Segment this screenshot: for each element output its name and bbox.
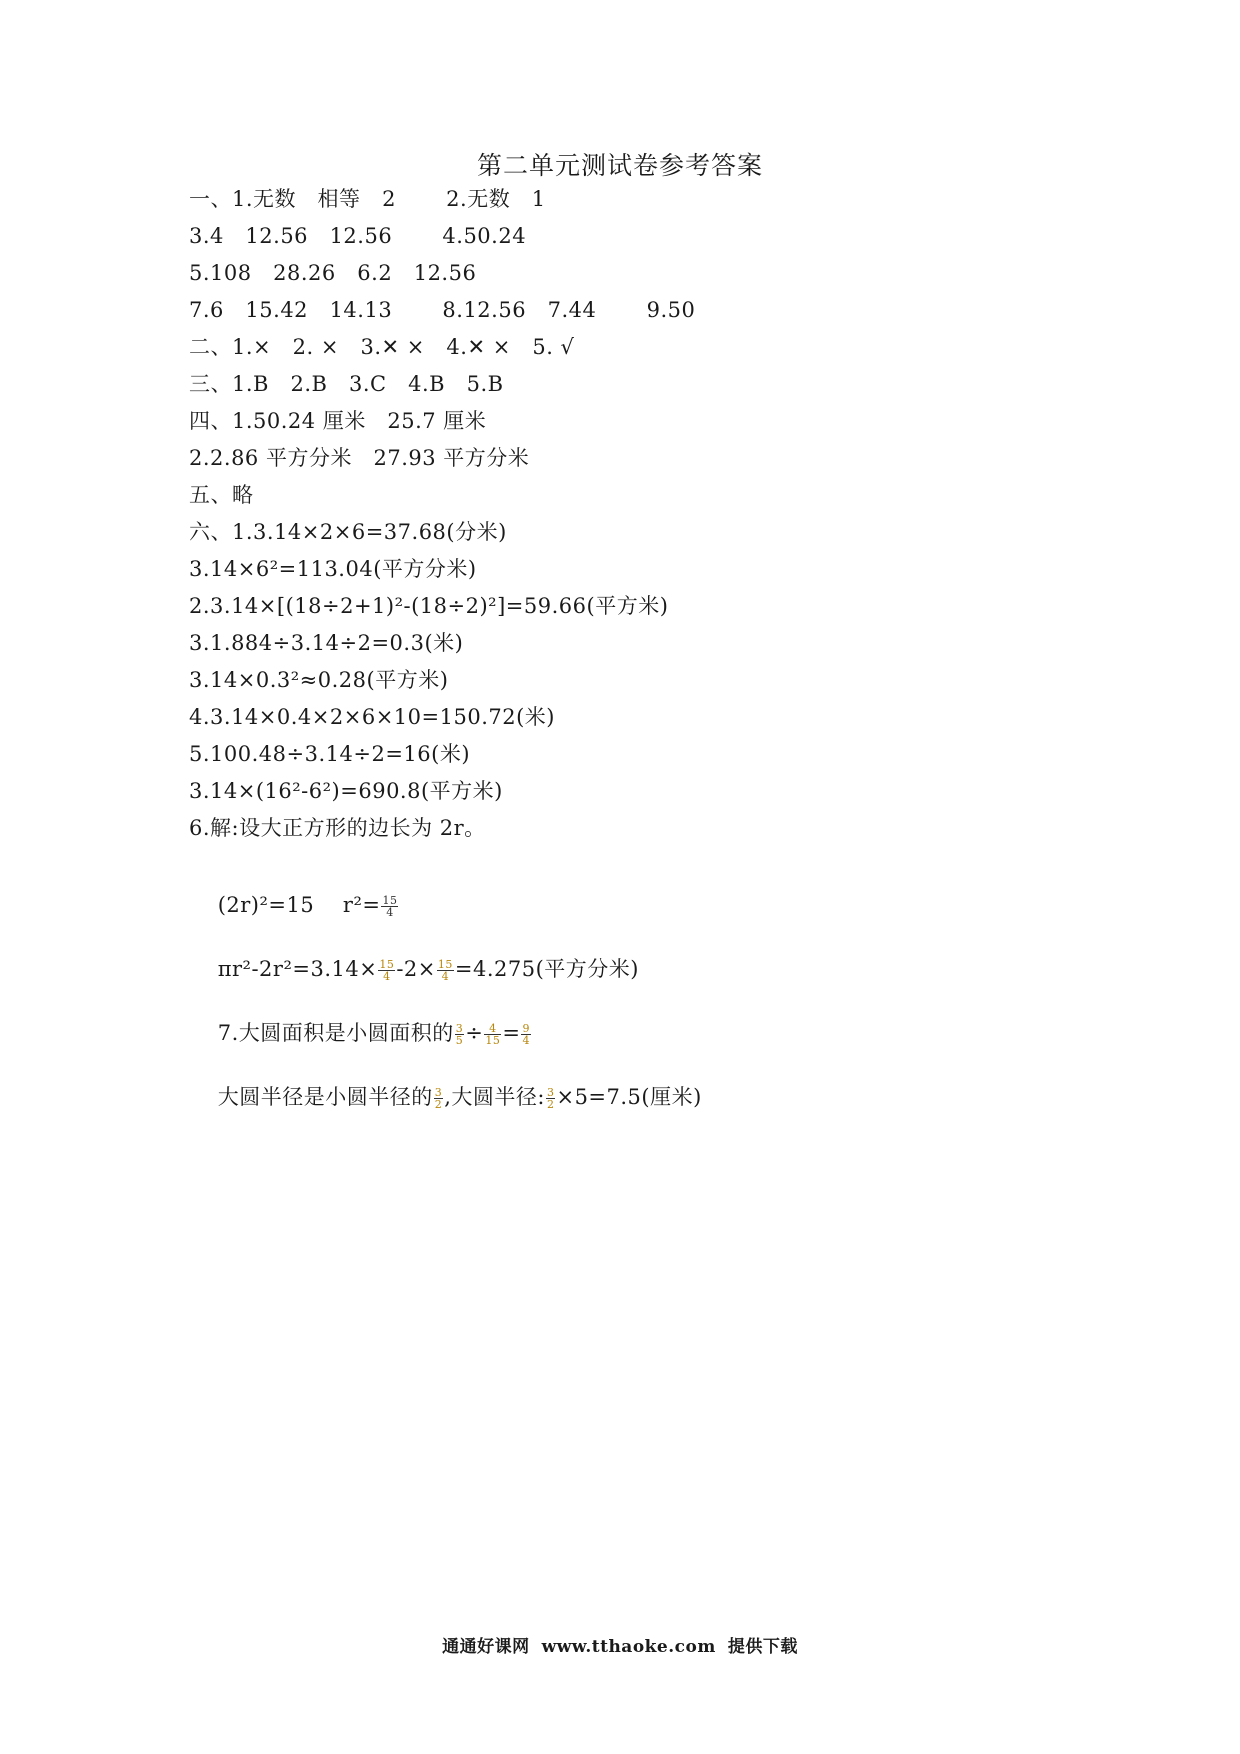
- fraction-numerator: 15: [437, 958, 453, 971]
- fraction-denominator: 2: [546, 1098, 555, 1111]
- footer-note: 提供下载: [727, 1637, 798, 1657]
- fraction: [521, 1023, 531, 1046]
- fraction: [546, 1087, 556, 1110]
- answer-line: 一、1.无数 相等 2 2.无数 1: [189, 187, 546, 211]
- page-title: 第二单元测试卷参考答案: [476, 151, 763, 180]
- fraction-numerator: 15: [379, 958, 395, 971]
- answer-line: 2.3.14×[(18÷2+1)²-(18÷2)²]=59.66(平方米): [189, 594, 669, 618]
- formula-text: ,大圆半径:: [444, 1085, 545, 1109]
- formula-text: 7.大圆面积是小圆面积的: [217, 1021, 454, 1045]
- fraction: [455, 1023, 465, 1046]
- answer-line: 3.1.884÷3.14÷2=0.3(米): [189, 631, 464, 655]
- formula-text: =4.275(平方分米): [454, 957, 639, 981]
- formula-text: 大圆半径是小圆半径的: [217, 1085, 433, 1109]
- answer-line: 3.14×0.3²≈0.28(平方米): [189, 668, 449, 692]
- fraction: [484, 1023, 501, 1046]
- fraction: [378, 959, 395, 982]
- formula-line: [189, 914, 1189, 983]
- fraction-numerator: 3: [455, 1022, 464, 1035]
- answer-line: 六、1.3.14×2×6=37.68(分米): [189, 520, 507, 544]
- fraction-denominator: 4: [522, 1034, 530, 1047]
- footer: [0, 1632, 1240, 1657]
- formula-line: [189, 850, 1189, 919]
- formula-text: ×5=7.5(厘米): [556, 1085, 702, 1109]
- answer-line: 5.108 28.26 6.2 12.56: [189, 261, 477, 285]
- answer-line: 6.解:设大正方形的边长为 2r。: [189, 816, 486, 840]
- answer-list: [189, 184, 1189, 1111]
- formula-line: [189, 978, 1189, 1047]
- answer-line: 5.100.48÷3.14÷2=16(米): [189, 742, 471, 766]
- fraction-denominator: 4: [383, 970, 391, 983]
- fraction-numerator: 15: [382, 894, 398, 907]
- formula-text: -2×: [396, 957, 436, 981]
- answer-line: 3.14×(16²-6²)=690.8(平方米): [189, 779, 503, 803]
- fraction-numerator: 9: [522, 1022, 530, 1035]
- formula-text: πr²-2r²=3.14×: [217, 957, 378, 981]
- answer-line: 三、1.B 2.B 3.C 4.B 5.B: [189, 372, 504, 396]
- fraction-denominator: 15: [485, 1034, 501, 1047]
- fraction-numerator: 3: [434, 1086, 443, 1099]
- fraction-denominator: 2: [434, 1098, 443, 1111]
- fraction: [434, 1087, 444, 1110]
- answer-line: 二、1.× 2. × 3.✕ × 4.✕ × 5. √: [189, 335, 575, 359]
- answer-line: 五、略: [189, 483, 254, 507]
- footer-site-name: 通通好课网: [442, 1637, 530, 1657]
- answer-line: 3.14×6²=113.04(平方分米): [189, 557, 477, 581]
- footer-url[interactable]: www.tthaoke.com: [541, 1637, 716, 1657]
- fraction-denominator: 5: [455, 1034, 464, 1047]
- answer-line: 2.2.86 平方分米 27.93 平方分米: [189, 446, 530, 470]
- answer-line: 3.4 12.56 12.56 4.50.24: [189, 224, 527, 248]
- fraction-numerator: 4: [484, 1023, 501, 1035]
- formula-text: ÷: [465, 1021, 484, 1045]
- answer-line: 四、1.50.24 厘米 25.7 厘米: [189, 409, 487, 433]
- fraction-denominator: 4: [386, 906, 394, 919]
- fraction-denominator: 4: [441, 970, 450, 983]
- answer-line: 7.6 15.42 14.13 8.12.56 7.44 9.50: [189, 298, 696, 322]
- answer-line: 4.3.14×0.4×2×6×10=150.72(米): [189, 705, 555, 729]
- fraction: [437, 959, 454, 982]
- formula-line: [189, 1042, 1189, 1111]
- fraction: [381, 895, 398, 918]
- formula-text: =: [502, 1021, 521, 1045]
- formula-text: (2r)²=15 r²=: [217, 893, 381, 917]
- fraction-numerator: 3: [546, 1086, 555, 1099]
